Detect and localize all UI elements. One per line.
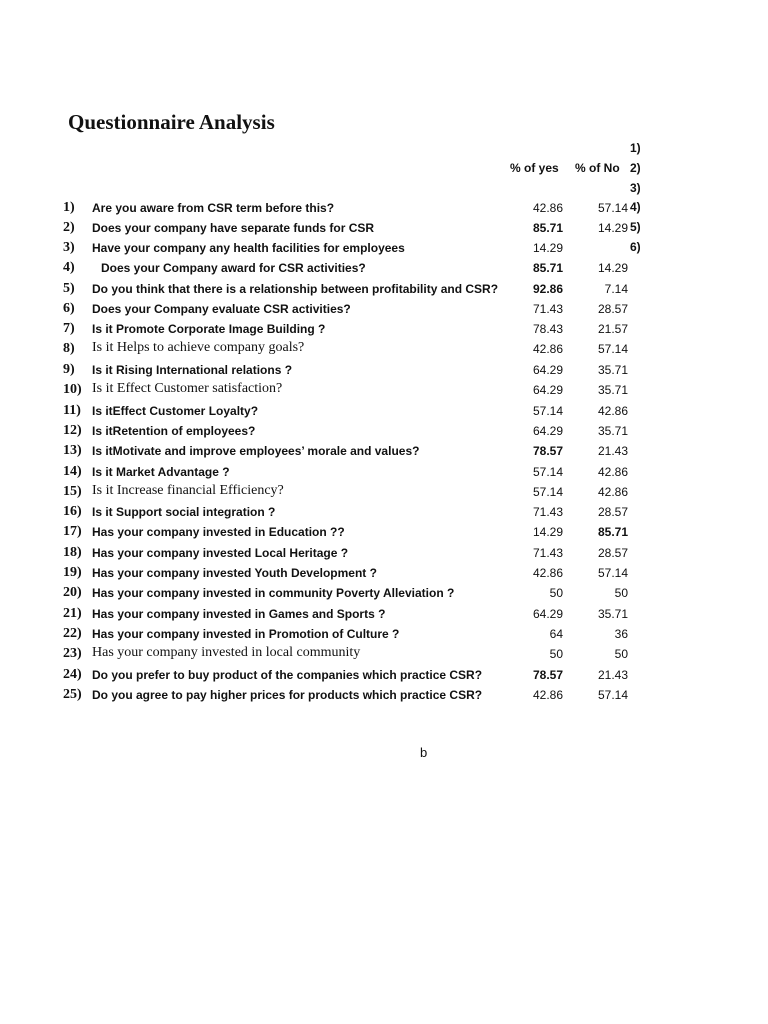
question-number: 4): [63, 260, 75, 275]
table-row: [0, 502, 768, 522]
table-row: [0, 319, 768, 339]
question-number: 10): [63, 382, 82, 397]
footer-mark: b: [420, 745, 428, 760]
question-number: 2): [63, 220, 75, 235]
percent-yes: 50: [549, 586, 563, 600]
table-row: [0, 299, 768, 319]
side-marker: 2): [630, 161, 641, 175]
question-number: 25): [63, 687, 82, 702]
percent-yes: 92.86: [532, 282, 563, 296]
percent-yes: 85.71: [532, 221, 563, 235]
question-text: Has your company invested in local community: [92, 645, 361, 660]
question-text: Do you prefer to buy product of the companies which practice CSR?: [92, 668, 483, 682]
question-text: Have your company any health facilities for employees: [92, 241, 405, 255]
percent-yes: 42.86: [532, 688, 563, 702]
question-number: 7): [63, 321, 75, 336]
percent-no: 28.57: [597, 546, 628, 560]
percent-no: 7.14: [604, 282, 628, 296]
percent-no: 21.57: [597, 322, 628, 336]
side-marker: 4): [630, 200, 641, 214]
table-row: [0, 644, 768, 664]
percent-yes: 78.57: [532, 668, 563, 682]
question-text: Is it Effect Customer satisfaction?: [92, 381, 283, 396]
table-row: [0, 624, 768, 644]
percent-yes: 42.86: [532, 342, 563, 356]
question-text: Is it Support social integration ?: [92, 505, 276, 519]
percent-yes: 71.43: [532, 302, 563, 316]
question-text: Is it Increase financial Efficiency?: [92, 483, 284, 498]
question-number: 19): [63, 565, 82, 580]
percent-yes: 57.14: [532, 404, 563, 418]
table-row: [0, 238, 768, 258]
question-number: 1): [63, 200, 75, 215]
percent-yes: 64.29: [532, 424, 563, 438]
question-number: 11): [63, 403, 81, 418]
question-text: Has your company invested Local Heritage ?: [92, 546, 349, 560]
question-text: Do you think that there is a relationship between profitability and CSR?: [92, 282, 499, 296]
header-yes: % of yes: [510, 161, 559, 175]
question-number: 6): [63, 301, 75, 316]
question-text: Is it Promote Corporate Image Building ?: [92, 322, 326, 336]
question-number: 24): [63, 667, 82, 682]
question-text: Has your company invested in Games and Sports ?: [92, 607, 386, 621]
question-text: Is itRetention of employees?: [92, 424, 256, 438]
percent-yes: 85.71: [532, 261, 563, 275]
question-number: 18): [63, 545, 82, 560]
table-row: [0, 563, 768, 583]
percent-yes: 78.57: [532, 444, 563, 458]
question-number: 21): [63, 606, 82, 621]
percent-yes: 64.29: [532, 363, 563, 377]
question-text: Is itMotivate and improve employees’ morale and values?: [92, 444, 420, 458]
question-text: Does your Company evaluate CSR activities?: [92, 302, 351, 316]
percent-no: 35.71: [597, 383, 628, 397]
table-row: [0, 360, 768, 380]
percent-no: 42.86: [597, 404, 628, 418]
table-row: [0, 339, 768, 359]
side-marker: 3): [630, 181, 641, 195]
page-title: Questionnaire Analysis: [68, 110, 275, 134]
percent-yes: 42.86: [532, 201, 563, 215]
percent-yes: 50: [549, 647, 563, 661]
percent-no: 14.29: [597, 261, 628, 275]
question-text: Are you aware from CSR term before this?: [92, 201, 335, 215]
percent-no: 35.71: [597, 424, 628, 438]
percent-no: 57.14: [597, 342, 628, 356]
percent-no: 57.14: [597, 688, 628, 702]
percent-no: 42.86: [597, 465, 628, 479]
question-number: 22): [63, 626, 82, 641]
percent-yes: 64: [549, 627, 563, 641]
percent-yes: 64.29: [532, 607, 563, 621]
table-row: [0, 522, 768, 542]
table-row: [0, 665, 768, 685]
percent-yes: 57.14: [532, 485, 563, 499]
percent-yes: 78.43: [532, 322, 563, 336]
percent-no: 57.14: [597, 201, 628, 215]
question-text: Is it Market Advantage ?: [92, 465, 230, 479]
question-text: Does your Company award for CSR activities?: [101, 261, 366, 275]
percent-yes: 57.14: [532, 465, 563, 479]
question-number: 13): [63, 443, 82, 458]
percent-yes: 42.86: [532, 566, 563, 580]
percent-yes: 71.43: [532, 505, 563, 519]
question-text: Is it Rising International relations ?: [92, 363, 293, 377]
table-row: [0, 198, 768, 218]
question-text: Do you agree to pay higher prices for products which practice CSR?: [92, 688, 483, 702]
table-row: [0, 421, 768, 441]
question-number: 12): [63, 423, 82, 438]
table-row: [0, 543, 768, 563]
percent-no: 50: [614, 586, 628, 600]
percent-yes: 14.29: [532, 525, 563, 539]
question-text: Has your company invested in Promotion of Culture ?: [92, 627, 400, 641]
question-number: 23): [63, 646, 82, 661]
table-row: [0, 685, 768, 705]
table-row: [0, 462, 768, 482]
percent-yes: 71.43: [532, 546, 563, 560]
percent-no: 14.29: [597, 221, 628, 235]
table-row: [0, 482, 768, 502]
question-number: 5): [63, 281, 75, 296]
question-text: Has your company invested Youth Development ?: [92, 566, 377, 580]
question-text: Has your company invested in community Poverty Alleviation ?: [92, 586, 455, 600]
table-row: [0, 604, 768, 624]
side-marker: 5): [630, 220, 641, 234]
table-row: [0, 441, 768, 461]
percent-no: 85.71: [597, 525, 628, 539]
question-number: 16): [63, 504, 82, 519]
percent-no: 21.43: [597, 668, 628, 682]
table-row: [0, 279, 768, 299]
percent-yes: 14.29: [532, 241, 563, 255]
percent-no: 35.71: [597, 363, 628, 377]
table-row: [0, 258, 768, 278]
question-number: 14): [63, 464, 82, 479]
header-no: % of No: [575, 161, 620, 175]
table-row: [0, 218, 768, 238]
table-row: [0, 583, 768, 603]
question-number: 15): [63, 484, 82, 499]
percent-no: 28.57: [597, 505, 628, 519]
table-row: [0, 401, 768, 421]
question-number: 17): [63, 524, 82, 539]
side-marker: 6): [630, 240, 641, 254]
question-number: 3): [63, 240, 75, 255]
question-number: 20): [63, 585, 82, 600]
question-number: 9): [63, 362, 75, 377]
percent-no: 50: [614, 647, 628, 661]
percent-no: 42.86: [597, 485, 628, 499]
question-text: Is itEffect Customer Loyalty?: [92, 404, 259, 418]
question-text: Is it Helps to achieve company goals?: [92, 340, 305, 355]
side-marker: 1): [630, 141, 641, 155]
percent-no: 57.14: [597, 566, 628, 580]
percent-yes: 64.29: [532, 383, 563, 397]
percent-no: 21.43: [597, 444, 628, 458]
percent-no: 35.71: [597, 607, 628, 621]
table-row: [0, 380, 768, 400]
question-text: Has your company invested in Education ??: [92, 525, 345, 539]
percent-no: 36: [614, 627, 628, 641]
question-text: Does your company have separate funds for CSR: [92, 221, 375, 235]
percent-no: 28.57: [597, 302, 628, 316]
question-number: 8): [63, 341, 75, 356]
